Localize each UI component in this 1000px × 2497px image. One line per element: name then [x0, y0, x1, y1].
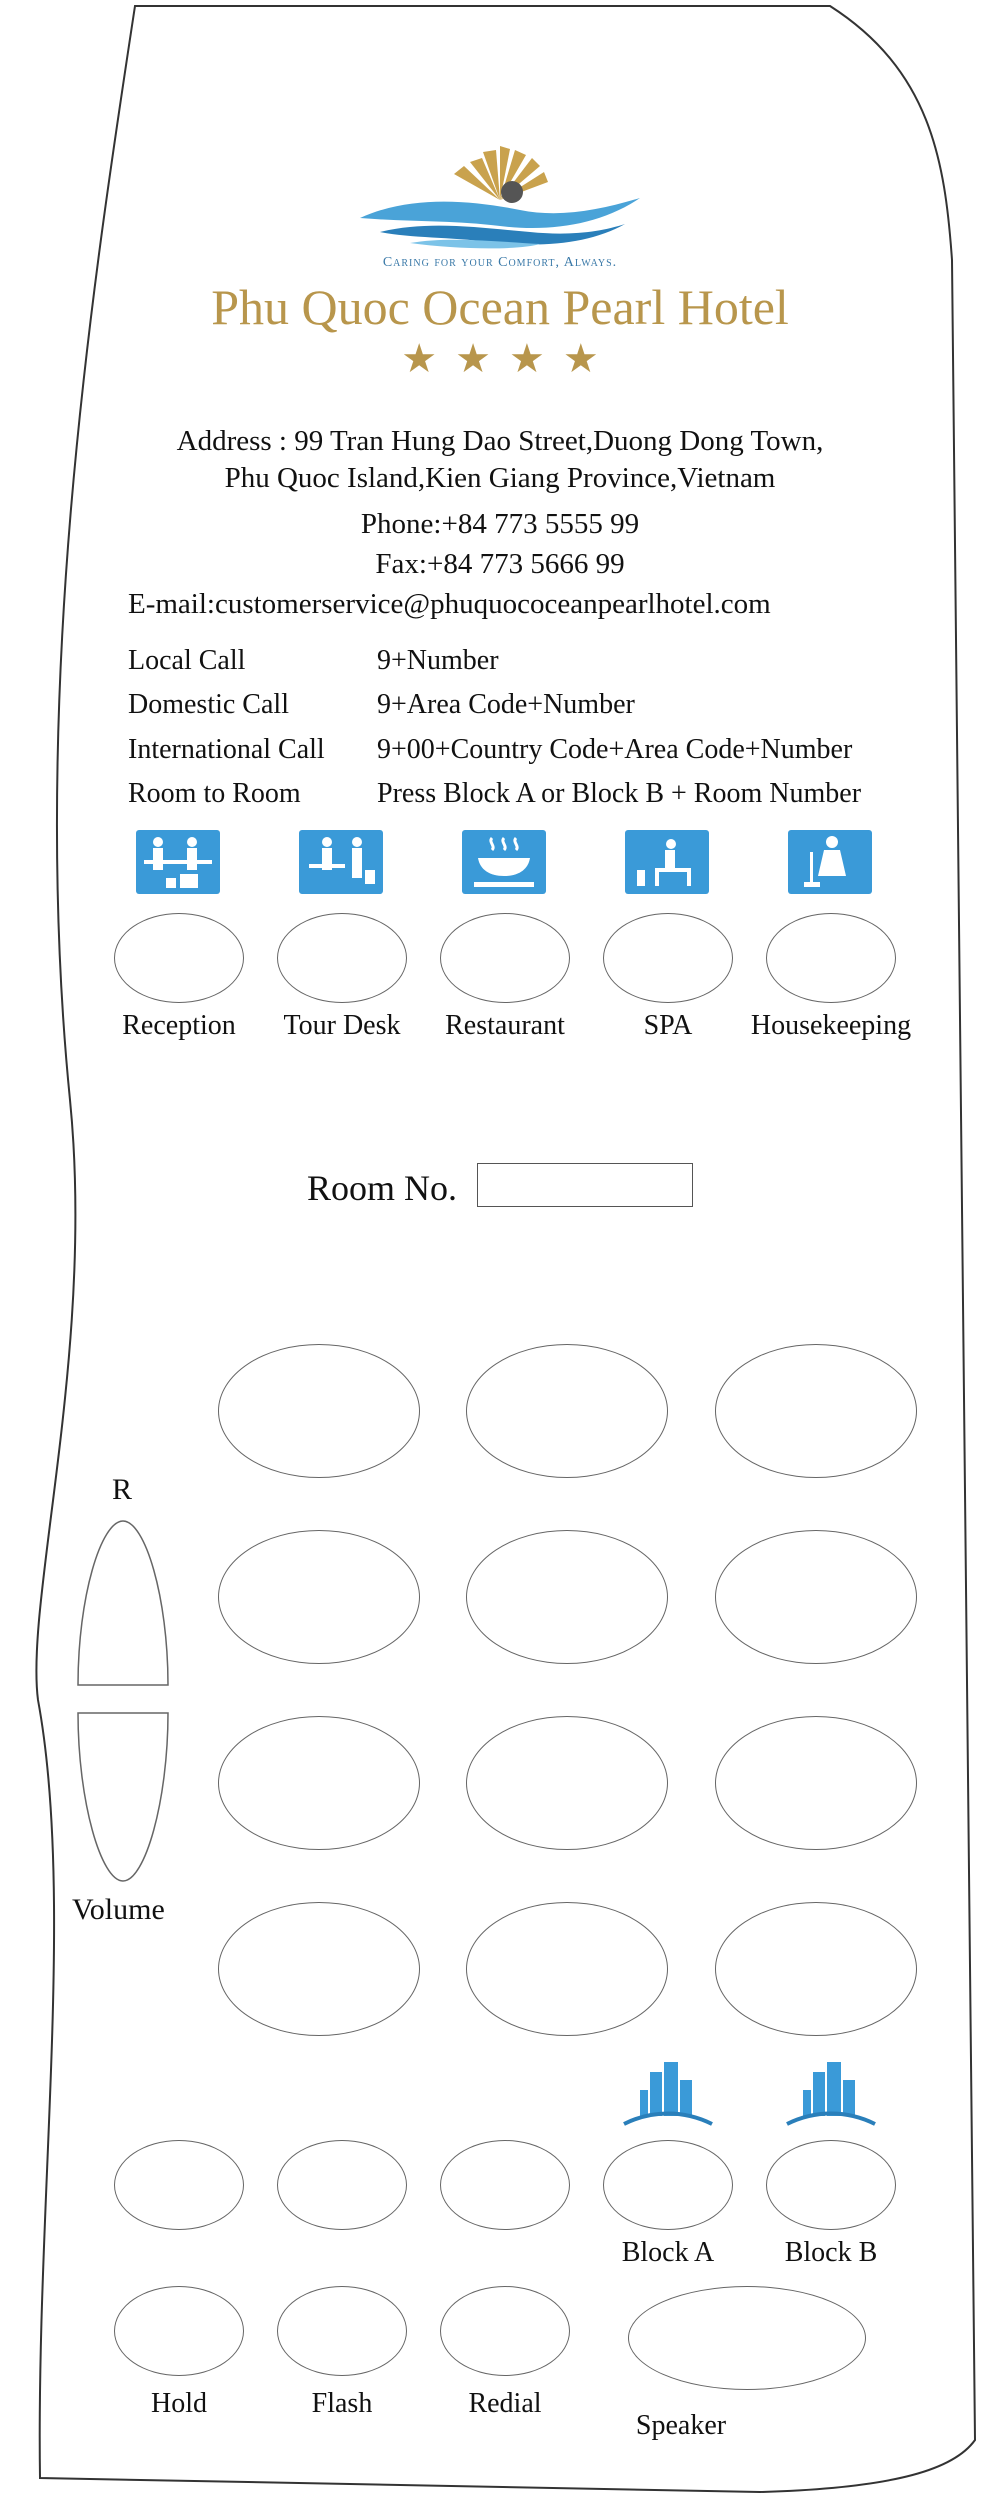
- keypad-key[interactable]: [715, 1530, 917, 1664]
- room-number-label: Room No.: [307, 1168, 458, 1208]
- tour-desk-key[interactable]: [277, 913, 407, 1003]
- housekeeping-key[interactable]: [766, 913, 896, 1003]
- flash-key[interactable]: [277, 2286, 407, 2376]
- restaurant-label: Restaurant: [445, 1010, 565, 1041]
- function-key[interactable]: [277, 2140, 407, 2230]
- redial-key[interactable]: [440, 2286, 570, 2376]
- keypad-key[interactable]: [466, 1344, 668, 1478]
- keypad-key[interactable]: [466, 1902, 668, 2036]
- block-b-label: Block B: [784, 2237, 878, 2268]
- address-line-2: Phu Quoc Island,Kien Giang Province,Vietnam: [224, 462, 776, 494]
- restaurant-icon: [462, 830, 546, 894]
- keypad-key[interactable]: [466, 1716, 668, 1850]
- hotel-logo: [350, 140, 650, 250]
- r-label: R: [112, 1473, 133, 1506]
- block-a-key[interactable]: [603, 2140, 733, 2230]
- keypad-key[interactable]: [715, 1716, 917, 1850]
- volume-up-key[interactable]: [76, 1517, 170, 1689]
- volume-down-key[interactable]: [76, 1711, 170, 1885]
- fax-number: Fax:+84 773 5666 99: [375, 548, 625, 580]
- volume-label: Volume: [72, 1893, 165, 1926]
- speaker-label: Speaker: [635, 2410, 727, 2441]
- dial-label-room: Room to Room: [128, 778, 301, 809]
- block-a-label: Block A: [621, 2237, 715, 2268]
- speaker-key[interactable]: [628, 2286, 866, 2390]
- dial-value-local: 9+Number: [377, 645, 499, 676]
- keypad-key[interactable]: [218, 1530, 420, 1664]
- hotel-star-rating: ★★★★: [401, 336, 617, 381]
- tour-desk-label: Tour Desk: [283, 1010, 401, 1041]
- flash-label: Flash: [311, 2388, 373, 2419]
- keypad-key[interactable]: [218, 1344, 420, 1478]
- tour-desk-icon: [299, 830, 383, 894]
- dial-value-room: Press Block A or Block B + Room Number: [377, 778, 862, 809]
- redial-label: Redial: [468, 2388, 542, 2419]
- building-icon: [785, 2058, 877, 2128]
- block-b-key[interactable]: [766, 2140, 896, 2230]
- keypad-key[interactable]: [466, 1530, 668, 1664]
- hotel-name: Phu Quoc Ocean Pearl Hotel: [211, 279, 789, 335]
- address-line-1: Address : 99 Tran Hung Dao Street,Duong Dong Town,: [176, 425, 824, 457]
- function-key[interactable]: [114, 2140, 244, 2230]
- function-key[interactable]: [440, 2140, 570, 2230]
- keypad-key[interactable]: [715, 1344, 917, 1478]
- building-icon: [622, 2058, 714, 2128]
- reception-key[interactable]: [114, 913, 244, 1003]
- housekeeping-label: Housekeeping: [750, 1010, 912, 1041]
- dial-label-local: Local Call: [128, 645, 246, 676]
- phone-number: Phone:+84 773 5555 99: [360, 508, 640, 540]
- reception-label: Reception: [122, 1010, 236, 1041]
- hotel-tagline: Caring for your Comfort, Always.: [382, 255, 618, 270]
- spa-key[interactable]: [603, 913, 733, 1003]
- keypad-key[interactable]: [218, 1902, 420, 2036]
- email-address: E-mail:customerservice@phuquococeanpearlhotel.com: [128, 588, 771, 620]
- reception-icon: [136, 830, 220, 894]
- keypad-key[interactable]: [218, 1716, 420, 1850]
- dial-label-domestic: Domestic Call: [128, 689, 289, 720]
- keypad-key[interactable]: [715, 1902, 917, 2036]
- spa-icon: [625, 830, 709, 894]
- dial-label-international: International Call: [128, 734, 325, 765]
- hold-label: Hold: [151, 2388, 207, 2419]
- hold-key[interactable]: [114, 2286, 244, 2376]
- restaurant-key[interactable]: [440, 913, 570, 1003]
- dial-value-international: 9+00+Country Code+Area Code+Number: [377, 734, 853, 765]
- dial-value-domestic: 9+Area Code+Number: [377, 689, 635, 720]
- spa-label: SPA: [643, 1010, 693, 1041]
- room-number-box: [477, 1163, 693, 1207]
- housekeeping-icon: [788, 830, 872, 894]
